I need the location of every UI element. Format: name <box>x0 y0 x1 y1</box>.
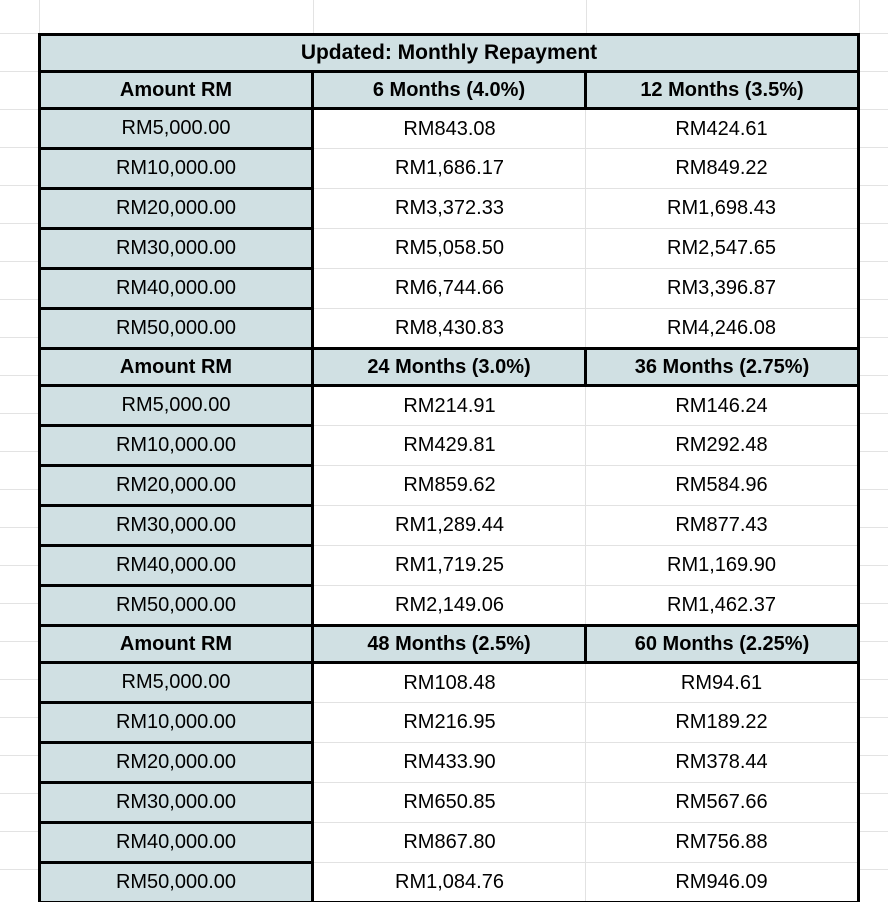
amount-cell[interactable]: RM20,000.00 <box>40 466 313 506</box>
repayment-value-cell[interactable]: RM867.80 <box>313 823 586 863</box>
amount-cell[interactable]: RM50,000.00 <box>40 863 313 902</box>
repayment-value-cell[interactable]: RM650.85 <box>313 783 586 823</box>
table-row <box>40 466 859 506</box>
repayment-value-cell[interactable]: RM1,719.25 <box>313 546 586 586</box>
table-row <box>40 863 859 902</box>
table-row <box>40 506 859 546</box>
table-row <box>40 823 859 863</box>
repayment-value-cell[interactable]: RM292.48 <box>586 426 859 466</box>
repayment-value-cell[interactable]: RM6,744.66 <box>313 269 586 309</box>
repayment-value-cell[interactable]: RM108.48 <box>313 663 586 703</box>
repayment-value-cell[interactable]: RM859.62 <box>313 466 586 506</box>
amount-cell[interactable]: RM30,000.00 <box>40 783 313 823</box>
repayment-value-cell[interactable]: RM756.88 <box>586 823 859 863</box>
repayment-value-cell[interactable]: RM216.95 <box>313 703 586 743</box>
term-header-36-months[interactable]: 36 Months (2.75%) <box>586 349 859 386</box>
section-header-row <box>40 626 859 663</box>
table-row <box>40 189 859 229</box>
section-header-row <box>40 349 859 386</box>
table-row <box>40 269 859 309</box>
repayment-value-cell[interactable]: RM2,149.06 <box>313 586 586 626</box>
term-header-48-months[interactable]: 48 Months (2.5%) <box>313 626 586 663</box>
amount-cell[interactable]: RM5,000.00 <box>40 663 313 703</box>
repayment-value-cell[interactable]: RM2,547.65 <box>586 229 859 269</box>
amount-cell[interactable]: RM10,000.00 <box>40 703 313 743</box>
table-row <box>40 743 859 783</box>
amount-cell[interactable]: RM20,000.00 <box>40 189 313 229</box>
repayment-value-cell[interactable]: RM424.61 <box>586 109 859 149</box>
table-row <box>40 109 859 149</box>
repayment-value-cell[interactable]: RM429.81 <box>313 426 586 466</box>
amount-cell[interactable]: RM40,000.00 <box>40 546 313 586</box>
amount-cell[interactable]: RM50,000.00 <box>40 309 313 349</box>
amount-cell[interactable]: RM40,000.00 <box>40 269 313 309</box>
repayment-value-cell[interactable]: RM946.09 <box>586 863 859 902</box>
amount-cell[interactable]: RM5,000.00 <box>40 386 313 426</box>
amount-header[interactable]: Amount RM <box>40 72 313 109</box>
table-row <box>40 546 859 586</box>
table-row <box>40 149 859 189</box>
term-header-6-months[interactable]: 6 Months (4.0%) <box>313 72 586 109</box>
table-row <box>40 663 859 703</box>
repayment-value-cell[interactable]: RM1,698.43 <box>586 189 859 229</box>
term-header-60-months[interactable]: 60 Months (2.25%) <box>586 626 859 663</box>
repayment-value-cell[interactable]: RM877.43 <box>586 506 859 546</box>
section-header-row <box>40 72 859 109</box>
repayment-value-cell[interactable]: RM3,372.33 <box>313 189 586 229</box>
repayment-value-cell[interactable]: RM1,169.90 <box>586 546 859 586</box>
repayment-value-cell[interactable]: RM189.22 <box>586 703 859 743</box>
amount-header[interactable]: Amount RM <box>40 626 313 663</box>
repayment-value-cell[interactable]: RM433.90 <box>313 743 586 783</box>
repayment-value-cell[interactable]: RM3,396.87 <box>586 269 859 309</box>
table-row <box>40 586 859 626</box>
repayment-value-cell[interactable]: RM849.22 <box>586 149 859 189</box>
amount-cell[interactable]: RM40,000.00 <box>40 823 313 863</box>
amount-header[interactable]: Amount RM <box>40 349 313 386</box>
term-header-24-months[interactable]: 24 Months (3.0%) <box>313 349 586 386</box>
table-row <box>40 386 859 426</box>
repayment-value-cell[interactable]: RM378.44 <box>586 743 859 783</box>
repayment-value-cell[interactable]: RM214.91 <box>313 386 586 426</box>
table-row <box>40 229 859 269</box>
repayment-value-cell[interactable]: RM1,289.44 <box>313 506 586 546</box>
repayment-value-cell[interactable]: RM1,462.37 <box>586 586 859 626</box>
amount-cell[interactable]: RM20,000.00 <box>40 743 313 783</box>
repayment-value-cell[interactable]: RM4,246.08 <box>586 309 859 349</box>
amount-cell[interactable]: RM30,000.00 <box>40 229 313 269</box>
amount-cell[interactable]: RM50,000.00 <box>40 586 313 626</box>
repayment-value-cell[interactable]: RM1,084.76 <box>313 863 586 902</box>
term-header-12-months[interactable]: 12 Months (3.5%) <box>586 72 859 109</box>
table-row <box>40 783 859 823</box>
amount-cell[interactable]: RM10,000.00 <box>40 426 313 466</box>
repayment-value-cell[interactable]: RM94.61 <box>586 663 859 703</box>
repayment-value-cell[interactable]: RM1,686.17 <box>313 149 586 189</box>
repayment-value-cell[interactable]: RM5,058.50 <box>313 229 586 269</box>
table-title[interactable]: Updated: Monthly Repayment <box>40 35 859 72</box>
repayment-value-cell[interactable]: RM146.24 <box>586 386 859 426</box>
repayment-value-cell[interactable]: RM843.08 <box>313 109 586 149</box>
repayment-value-cell[interactable]: RM584.96 <box>586 466 859 506</box>
repayment-table <box>38 33 860 902</box>
repayment-value-cell[interactable]: RM8,430.83 <box>313 309 586 349</box>
table-row <box>40 703 859 743</box>
amount-cell[interactable]: RM5,000.00 <box>40 109 313 149</box>
table-row <box>40 309 859 349</box>
amount-cell[interactable]: RM30,000.00 <box>40 506 313 546</box>
amount-cell[interactable]: RM10,000.00 <box>40 149 313 189</box>
table-row <box>40 426 859 466</box>
table-title-row <box>40 35 859 72</box>
repayment-value-cell[interactable]: RM567.66 <box>586 783 859 823</box>
